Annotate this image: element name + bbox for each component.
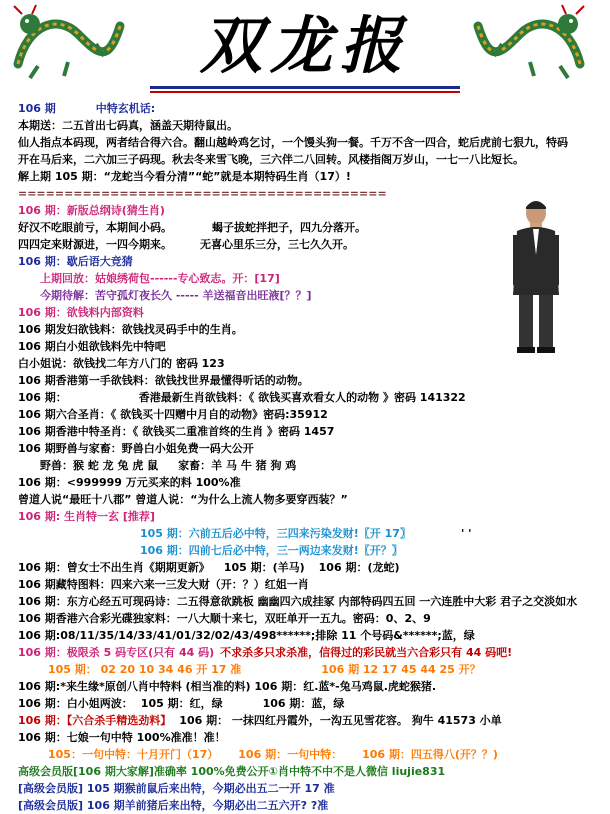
dragon-left-image: [8, 4, 128, 84]
line-35: 106 期：【六合杀手精选劲料】 106 期： 一抹四红丹霞外，一沟五见雪花容。 狗牛 41573 小单: [18, 714, 502, 727]
line-22: 曾道人说“最旺十八郡” 曾道人说：“为什么上流人物多要穿西装？”: [18, 493, 348, 506]
line-40: [高级会员版] 106 期羊前猪后来出特，今期必出二五六开? ?准: [18, 799, 329, 812]
line-11: 106 期：欲钱料内部资料: [18, 306, 144, 319]
line-6: 好汉不吃眼前亏，本期间小码。 蝎子拔蛇拌把子，四九分落开。: [18, 221, 366, 234]
line-14: 白小姐说：欲钱找二年方八门的 密码 123: [18, 357, 225, 370]
separator: ========================================: [18, 187, 387, 200]
title-underline-red: [150, 91, 460, 93]
line-23: 106 期: 生肖特一玄 [推荐]: [18, 510, 155, 523]
line-17: 106 期六合圣肖：《 欲钱买十四赠中月自的动物》密码:35912: [18, 408, 328, 421]
line-18: 106 期香港中特圣肖：《 欲钱买二重准首终的生肖 》密码 1457: [18, 425, 335, 438]
title-underline-blue: [150, 86, 460, 89]
line-37: 105：一句中特：十月开门（17） 106 期：一句中特： 106 期：四五得八(开？？): [48, 748, 498, 761]
line-12: 106 期发妇欲钱料：欲钱找灵码手中的生肖。: [18, 323, 243, 336]
line-28: 106 期：东方心经五可现码诗：二五得意欲跳板 幽幽四六成挂冢 内部特码四五回 一六连胜中大彩 君子之交淡如水: [18, 595, 578, 608]
line-33: 106 期:*来生缘*原创八肖中特料 (相当准的料) 106 期：红.蓝*-兔马鸡鼠.虎蛇猴猪.: [18, 680, 437, 693]
line-21: 106 期：<999999 万元买来的料 100%准: [18, 476, 241, 489]
header: [0, 0, 610, 100]
line-7: 四四定来财源进，一四今期来。 无喜心里乐三分，三七久久开。: [18, 238, 354, 251]
line-32: 105 期： 02 20 10 34 46 开 17 准 106 期 12 17 45 44 25 开？: [48, 663, 481, 676]
line-20: 野兽：猴 蛇 龙 兔 虎 鼠 家畜：羊 马 牛 猪 狗 鸡: [40, 459, 297, 472]
line-24: 105 期：六前五后必中特，三四来污染发财!〖开 17〗 ' ': [140, 527, 472, 540]
line-8: 106 期：歇后语大竞猜: [18, 255, 133, 268]
line-16: 106 期： 香港最新生肖欲钱料：《 欲钱买喜欢看女人的动物 》密码 141322: [18, 391, 466, 404]
line-25: 106 期：四前七后必中特，三一两边来发财!〖开？〗: [140, 544, 403, 557]
page-title: 双龙报: [199, 9, 410, 82]
section-label: 中特玄机话:: [95, 102, 156, 115]
content: [18, 100, 578, 814]
line-2: 本期送：二五首出七码真，涵盖天期待鼠出。: [18, 119, 238, 132]
line-39: [高级会员版] 105 期猴前鼠后来出特，今期必出五二一开 17 准: [18, 782, 335, 795]
line-5: 106 期：新版总纲诗(猜生肖): [18, 204, 165, 217]
line-30: 106 期:08/11/35/14/33/41/01/32/02/43/498******;排除 11 个号码&******;蓝，绿: [18, 629, 475, 642]
line-29: 106 期香港六合彩光碟独家料：一八大顺十来七，双旺单开一五九。密码：0、2、9: [18, 612, 431, 625]
line-34: 106 期：白小姐两波： 105 期：红，绿 106 期：蓝，绿: [18, 697, 345, 710]
line-10: 今期待解：苦守孤灯夜长久 ----- 羊送福音出旺液[？？]: [40, 289, 312, 302]
line-27: 106 期藏特图料：四来六来一三发大财（开：？）红姐一肖: [18, 578, 309, 591]
line-26: 106 期：曾女士不出生肖《期期更新》 105 期：(羊马) 106 期：(龙蛇): [18, 561, 400, 574]
line-1: 106 期 中特玄机话:: [18, 102, 156, 115]
line-15: 106 期香港第一手欲钱料：欲钱找世界最懂得听话的动物。: [18, 374, 309, 387]
line-4: 解上期 105 期：“龙蛇当今看分清”“蛇”就是本期特码生肖（17）!: [18, 170, 351, 183]
line-3: 仙人指点本码现，两者结合得六合。翻山越岭鸡乞讨，一个馒头狗一餐。千万不含一四合，蛇后虎前七狠九，特码开在马后来，二六加三子码现。秋去冬来雪飞晚，三六伴二八回转。风楼指阁万岁山，一七一八比短长。: [18, 136, 568, 166]
line-13: 106 期白小姐欲钱料先中特吧: [18, 340, 166, 353]
line-38: 高级会员版[106 期大家解]准确率 100%免费公开①肖中特不中不是人微信 liujie831: [18, 765, 446, 778]
line-31: 106 期：极限杀 5 码专区(只有 44 码) 不求杀多只求杀准，信得过的彩民就当六合彩只有 44 码吧!: [18, 646, 513, 659]
line-36: 106 期：七娘一句中特 100%准准！准！: [18, 731, 226, 744]
line-9: 上期回放：姑娘绣荷包------专心致志。开：[17]: [40, 272, 280, 285]
dragon-right-image: [470, 4, 590, 84]
line-19: 106 期野兽与家畜：野兽白小姐免费一码大公开: [18, 442, 254, 455]
